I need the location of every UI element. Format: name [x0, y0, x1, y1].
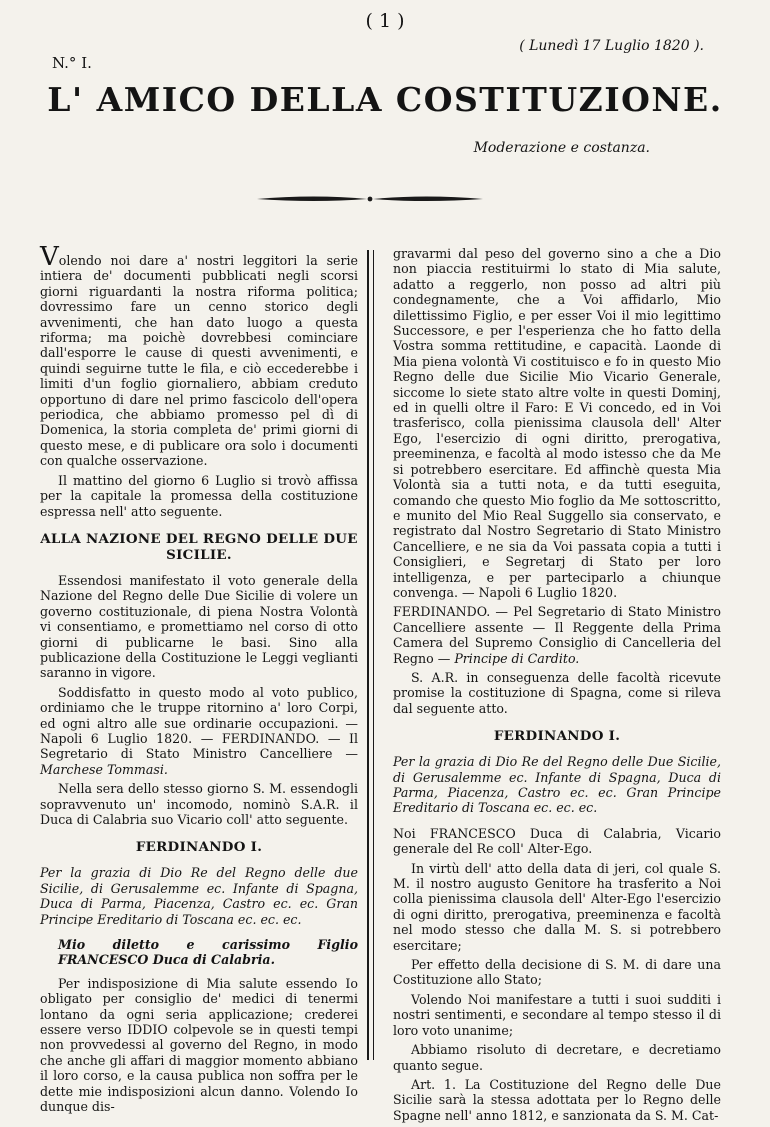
section-heading: FERDINANDO I. [493, 728, 621, 745]
paragraph: Per effetto della decisione di S. M. di dare una Costituzione allo Stato; [393, 957, 721, 988]
signature: Marchese Tommasi. [40, 761, 168, 777]
paragraph: Soddisfatto in questo modo al voto publico, ordiniamo che le truppe ritornino a' loro Corpi, ed ogni altro alle sue ordinarie occupazioni. — Napoli 6 Luglio 1820. — FERDINANDO. — Il Segretario di Stato Ministro Cancelliere — Marchese Tommasi. [40, 684, 358, 777]
paragraph: Il mattino del giorno 6 Luglio si trovò affissa per la capitale la promessa della costituzione espressa nell' atto seguente. [40, 472, 358, 519]
royal-titles: Per la grazia di Dio Re del Regno delle Due Sicilie, di Gerusalemme ec. Infante di Spagna, Duca di Parma, Piacenza, Castro ec. ec. Gran Principe Ereditario di Toscana ec. ec. ec. [393, 754, 721, 816]
paragraph: Volendo Noi manifestare a tutti i suoi sudditi i nostri sentimenti, e secondare al tempo stesso il di loro voto unanime; [393, 991, 721, 1038]
paragraph: FERDINANDO. — Pel Segretario di Stato Ministro Cancelliere assente — Il Reggente della Prima Camera del Supremo Consiglio di Cancelleria del Regno — Principe di Cardito. [393, 604, 721, 666]
issue-number: N.° I. [52, 54, 92, 72]
signature: Principe di Cardito. [454, 650, 580, 666]
paragraph: Essendosi manifestato il voto generale della Nazione del Regno delle Due Sicilie di volere un governo costituzionale, di piena Nostra Volontà vi consentiamo, e promettiamo nel corso di otto giorni di publicarne le basi. Sino alla publicazione della Costituzione le Leggi veglianti saranno in vigore. [40, 572, 358, 681]
issue-date: ( Lunedì 17 Luglio 1820 ). [519, 38, 704, 54]
paragraph: In virtù dell' atto della data di jeri, col quale S. M. il nostro augusto Genitore ha trasferito a Noi colla pienissima clausola dell' Alter-Ego l'esercizio di ogni diritto, prerogativa, preeminenza e facoltà nel modo stesso che dalla M. S. si potrebbero esercitare; [393, 860, 721, 953]
paragraph: Nella sera dello stesso giorno S. M. essendogli sopravvenuto un' incomodo, nominò S.A.R. il Duca di Calabria suo Vicario coll' atto seguente. [40, 781, 358, 827]
masthead-title: L' AMICO DELLA COSTITUZIONE. [47, 80, 723, 119]
drop-cap: V [40, 242, 59, 272]
right-column [393, 246, 721, 1127]
section-heading: ALLA NAZIONE DEL REGNO DELLE DUE SICILIE. [40, 530, 358, 563]
article-paragraph: Art. 1. La Costituzione del Regno delle Due Sicilie sarà la stessa adottata per lo Regno delle Spagne nell' anno 1812, e sanzionata da S. M. Cat- [393, 1076, 721, 1123]
ornament-rule-icon [255, 192, 485, 206]
paragraph: Abbiamo risoluto di decretare, e decretiamo quanto segue. [393, 1042, 721, 1073]
column-divider [367, 250, 374, 1060]
left-column [40, 242, 358, 1119]
intro-paragraph: Volendo noi dare a' nostri leggitori la serie intiera de' documenti pubblicati negli scorsi giorni riguardanti la nostra riforma politica; dovressimo fare un cenno storico degli avvenimenti, che han dato luogo a questa riforma; ma poichè dovrebbesi cominciare dall'esporre le cause di questi avvenimenti, e quindi seguirne tutte le fila, e ciò eccederebbe i limiti d'un foglio giornaliero, abbiam creduto opportuno di dare nel primo fascicolo dell'opera periodica, che abbiamo promesso pel dì di Domenica, la storia completa de' primi giorni di questo mese, e di publicare ora solo i documenti con qualche osservazione. [40, 242, 358, 469]
paragraph: Per indisposizione di Mia salute essendo Io obligato per consiglio de' medici di tenermi lontano da ogni seria applicazione; crederei essere verso IDDIO colpevole se in questi tempi non provvedessi al governo del Regno, in modo che anche gli affari di maggior momento abbiano il loro corso, e la causa publica non soffra per le dette mie indisposizioni alcun danno. Volendo Io dunque dis- [40, 975, 358, 1115]
address-line: Mio diletto e carissimo Figlio FRANCESCO Duca di Calabria. [58, 937, 358, 968]
page-number: ( 1 ) [365, 10, 405, 32]
paragraph: S. A.R. in conseguenza delle facoltà ricevute promise la costituzione di Spagna, come si rileva dal seguente atto. [393, 669, 721, 716]
royal-titles: Per la grazia di Dio Re del Regno delle due Sicilie, di Gerusalemme ec. Infante di Spagna, Duca di Parma, Piacenza, Castro ec. ec. Gran Principe Ereditario di Toscana ec. ec. ec. [40, 865, 358, 927]
paragraph: gravarmi dal peso del governo sino a che a Dio non piaccia restituirmi lo stato di Mia salute, adatto a reggerlo, non posso ad altri più condegnamente, che a Voi affidarlo, Mio dilettissimo Figlio, e per esser Voi il mio legittimo Successore, e per l'esperienza che ho fatto della Vostra somma rettitudine, e capacità. Laonde di Mia piena volontà Vi costituisco e fo in questo Mio Regno delle due Sicilie Mio Vicario Generale, siccome lo siete stato altre volte in questi Dominj, ed in quelli oltre il Faro: E Vi concedo, ed in Voi trasferisco, colla pienissima clausola dell' Alter Ego, l'esercizio di ogni diritto, prerogativa, preeminenza, e facoltà al modo istesso che da Me si potrebbero esercitare. Ed affinchè questa Mia Volontà sia a tutti nota, e da tutti eseguita, comando che questo Mio foglio da Me sottoscritto, e munito del Mio Real Suggello sia conservato, e registrato dal Nostro Segretario di Stato Ministro Cancelliere, e ne sia da Voi passata copia a tutti i Consiglieri, e Segretarj di Stato per loro intelligenza, e per parteciparlo a chiunque convenga. — Napoli 6 Luglio 1820. [393, 246, 721, 600]
vicar-line: Noi FRANCESCO Duca di Calabria, Vicario generale del Re coll' Alter-Ego. [393, 825, 721, 857]
motto: Moderazione e costanza. [473, 140, 650, 156]
section-heading: FERDINANDO I. [135, 839, 263, 856]
